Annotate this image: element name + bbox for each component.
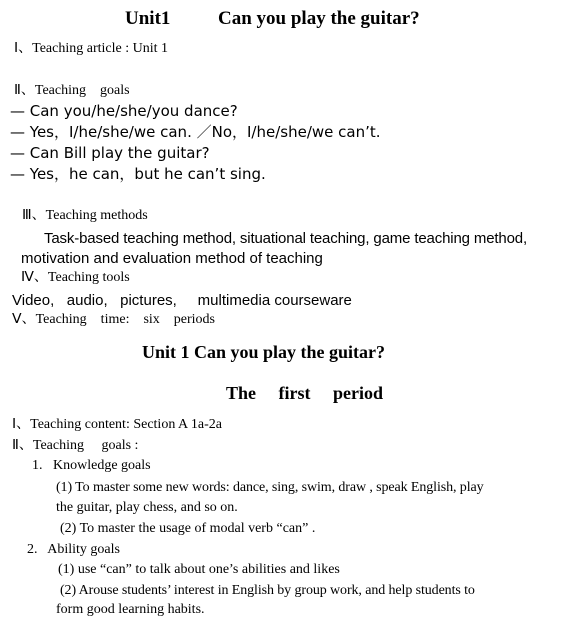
goal-line-3: — Can Bill play the guitar? — [10, 144, 210, 162]
goal-line-4: — Yes，he can，but he can’t sing. — [10, 165, 266, 183]
ability-goal-item-1: (1) use “can” to talk about one’s abilities and likes — [58, 562, 340, 577]
knowledge-goal-item-1-line-2: the guitar, play chess, and so on. — [56, 500, 238, 515]
teaching-content-line: Ⅰ、Teaching content: Section A 1a-2a — [12, 417, 222, 432]
teaching-goals-heading: Ⅱ、Teaching goals : — [12, 438, 139, 453]
goal-line-2: — Yes，I/he/she/we can. ／No，I/he/she/we can’t. — [10, 123, 381, 141]
section-teaching-methods-heading: Ⅲ、Teaching methods — [22, 208, 148, 223]
section-teaching-goals-heading: Ⅱ、Teaching goals — [14, 83, 130, 98]
header-unit: Unit1 — [125, 8, 171, 29]
ability-goal-item-2-line-1: (2) Arouse students’ interest in English by group work, and help students to — [60, 583, 475, 598]
knowledge-goal-item-1-line-1: (1) To master some new words: dance, sing, swim, draw , speak English, play — [56, 480, 484, 495]
period-title: The first period — [226, 383, 383, 403]
teaching-tools-list: Video, audio, pictures, multimedia courseware — [12, 292, 352, 309]
knowledge-goal-item-2: (2) To master the usage of modal verb “can” . — [60, 521, 316, 536]
unit-title: Unit 1 Can you play the guitar? — [142, 342, 386, 362]
section-teaching-time: Ⅴ、Teaching time: six periods — [12, 312, 216, 327]
section-teaching-tools-heading: Ⅳ、Teaching tools — [21, 270, 130, 285]
section-teaching-article: Ⅰ、Teaching article : Unit 1 — [14, 41, 168, 56]
goal-line-1: — Can you/he/she/you dance? — [10, 102, 238, 120]
knowledge-goals-label: 1. Knowledge goals — [32, 458, 151, 473]
teaching-methods-line-2: motivation and evaluation method of teaching — [21, 250, 323, 267]
ability-goals-label: 2. Ability goals — [27, 542, 120, 557]
header-title: Can you play the guitar? — [218, 8, 420, 29]
ability-goal-item-2-line-2: form good learning habits. — [56, 602, 205, 617]
teaching-methods-line-1: Task-based teaching method, situational teaching, game teaching method, — [44, 230, 527, 247]
